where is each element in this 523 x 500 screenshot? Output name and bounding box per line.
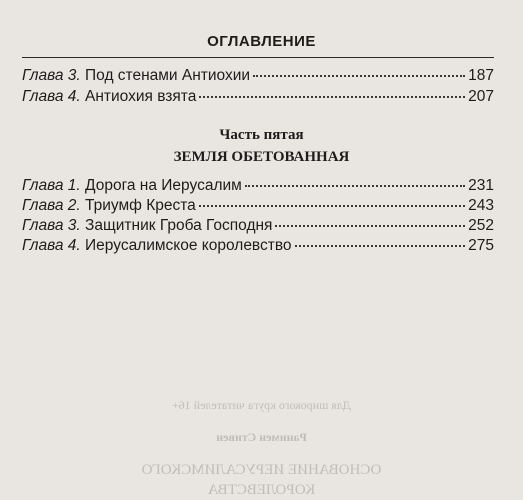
toc-chapter-number: Глава 3. xyxy=(22,67,81,84)
toc-page-number: 243 xyxy=(468,197,494,214)
toc-chapter-number: Глава 4. xyxy=(22,88,81,105)
toc-entry[interactable] xyxy=(22,197,494,217)
dot-leader xyxy=(199,95,465,98)
toc-chapter-title: Под стенами Антиохии xyxy=(85,67,251,84)
dot-leader xyxy=(295,244,466,247)
dot-leader xyxy=(245,184,465,187)
toc-page-number: 231 xyxy=(468,177,494,194)
part-title: ЗЕМЛЯ ОБЕТОВАННАЯ xyxy=(173,149,350,165)
toc-page-number: 252 xyxy=(468,217,494,234)
dot-leader xyxy=(253,74,465,77)
toc-page-number: 187 xyxy=(468,67,494,84)
toc-chapter-title: Дорога на Иерусалим xyxy=(85,177,242,194)
toc-chapter-number: Глава 1. xyxy=(22,177,81,194)
bleed-through-text: КОРОЛЕВСТВА xyxy=(207,482,316,498)
toc-chapter-number: Глава 4. xyxy=(22,237,81,254)
toc-chapter-title: Триумф Креста xyxy=(85,197,196,214)
bleed-through-text: Ранимен Стивен xyxy=(216,430,307,444)
toc-entry[interactable] xyxy=(22,88,494,108)
toc-page-number: 207 xyxy=(468,88,494,105)
toc-chapter-title: Защитник Гроба Господня xyxy=(85,217,273,234)
dot-leader xyxy=(199,204,465,207)
toc-entry[interactable] xyxy=(22,237,494,257)
toc-entry[interactable] xyxy=(22,217,494,237)
header-rule xyxy=(22,57,494,58)
toc-entry[interactable] xyxy=(22,177,494,197)
toc-chapter-title: Антиохия взята xyxy=(85,88,197,105)
toc-entry[interactable] xyxy=(22,67,494,87)
toc-chapter-number: Глава 3. xyxy=(22,217,81,234)
running-head: ОГЛАВЛЕНИЕ xyxy=(207,33,316,50)
toc-page-number: 275 xyxy=(468,237,494,254)
bleed-through-text: ОСНОВАНИЕ ИЕРУСАЛИМСКОГО xyxy=(141,462,382,478)
toc-chapter-number: Глава 2. xyxy=(22,197,81,214)
dot-leader xyxy=(275,224,465,227)
part-label: Часть пятая xyxy=(219,127,304,143)
toc-chapter-title: Иерусалимское королевство xyxy=(85,237,292,254)
bleed-through-text: Для широкого круга читателей 16+ xyxy=(171,398,352,412)
